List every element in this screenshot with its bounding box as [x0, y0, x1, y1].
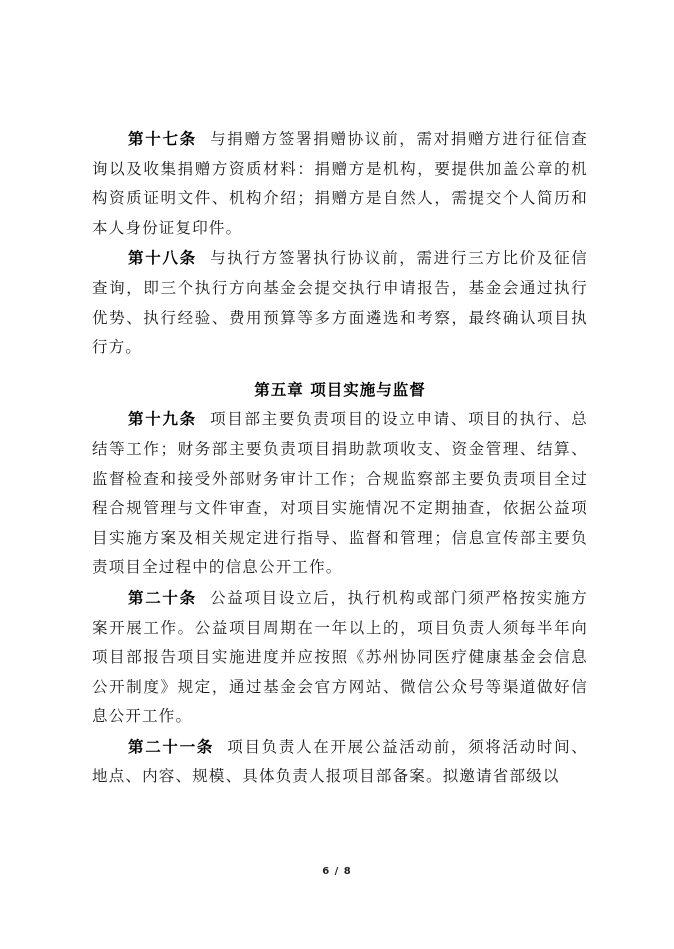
article-18 — [92, 243, 588, 362]
page-number: 6 / 8 — [322, 866, 352, 877]
article-19 — [92, 404, 588, 583]
article-number: 第十九条 — [128, 409, 197, 429]
article-text: 与执行方签署执行协议前，需进行三方比价及征信查询，即三个执行方向基金会提交执行申请报告，基金会通过执行优势、执行经验、费用预算等多方面遴选和考察，最终确认项目执行方。 — [92, 249, 588, 357]
article-17 — [92, 124, 588, 243]
article-number: 第十八条 — [128, 248, 197, 268]
article-text: 项目部主要负责项目的设立申请、项目的执行、总结等工作；财务部主要负责项目捐助款项收支、资金管理、结算、监督检查和接受外部财务审计工作；合规监察部主要负责项目全过程合规管理与文件审查，对项目实施情况不定期抽查，依据公益项目实施方案及相关规定进行指导、监督和管理；信息宣传部主要负责项目全过程中的信息公开工作。 — [92, 410, 588, 577]
page-body — [92, 124, 588, 792]
article-text: 公益项目设立后，执行机构或部门须严格按实施方案开展工作。公益项目周期在一年以上的，项目负责人须每半年向项目部报告项目实施进度并应按照《苏州协同医疗健康基金会信息公开制度》规定，通过基金会官方网站、微信公众号等渠道做好信息公开工作。 — [92, 588, 588, 726]
article-number: 第二十条 — [128, 587, 197, 607]
article-21 — [92, 732, 588, 792]
chapter-heading: 第五章 项目实施与监督 — [254, 379, 426, 399]
article-text: 项目负责人在开展公益活动前，须将活动时间、地点、内容、规模、具体负责人报项目部备案。拟邀请省部级以 — [92, 737, 588, 786]
article-20 — [92, 583, 588, 732]
article-text: 与捐赠方签署捐赠协议前，需对捐赠方进行征信查询以及收集捐赠方资质材料：捐赠方是机构，要提供加盖公章的机构资质证明文件、机构介绍；捐赠方是自然人，需提交个人简历和本人身份证复印件。 — [92, 130, 588, 237]
article-number: 第十七条 — [128, 129, 197, 148]
article-number: 第二十一条 — [128, 736, 215, 756]
